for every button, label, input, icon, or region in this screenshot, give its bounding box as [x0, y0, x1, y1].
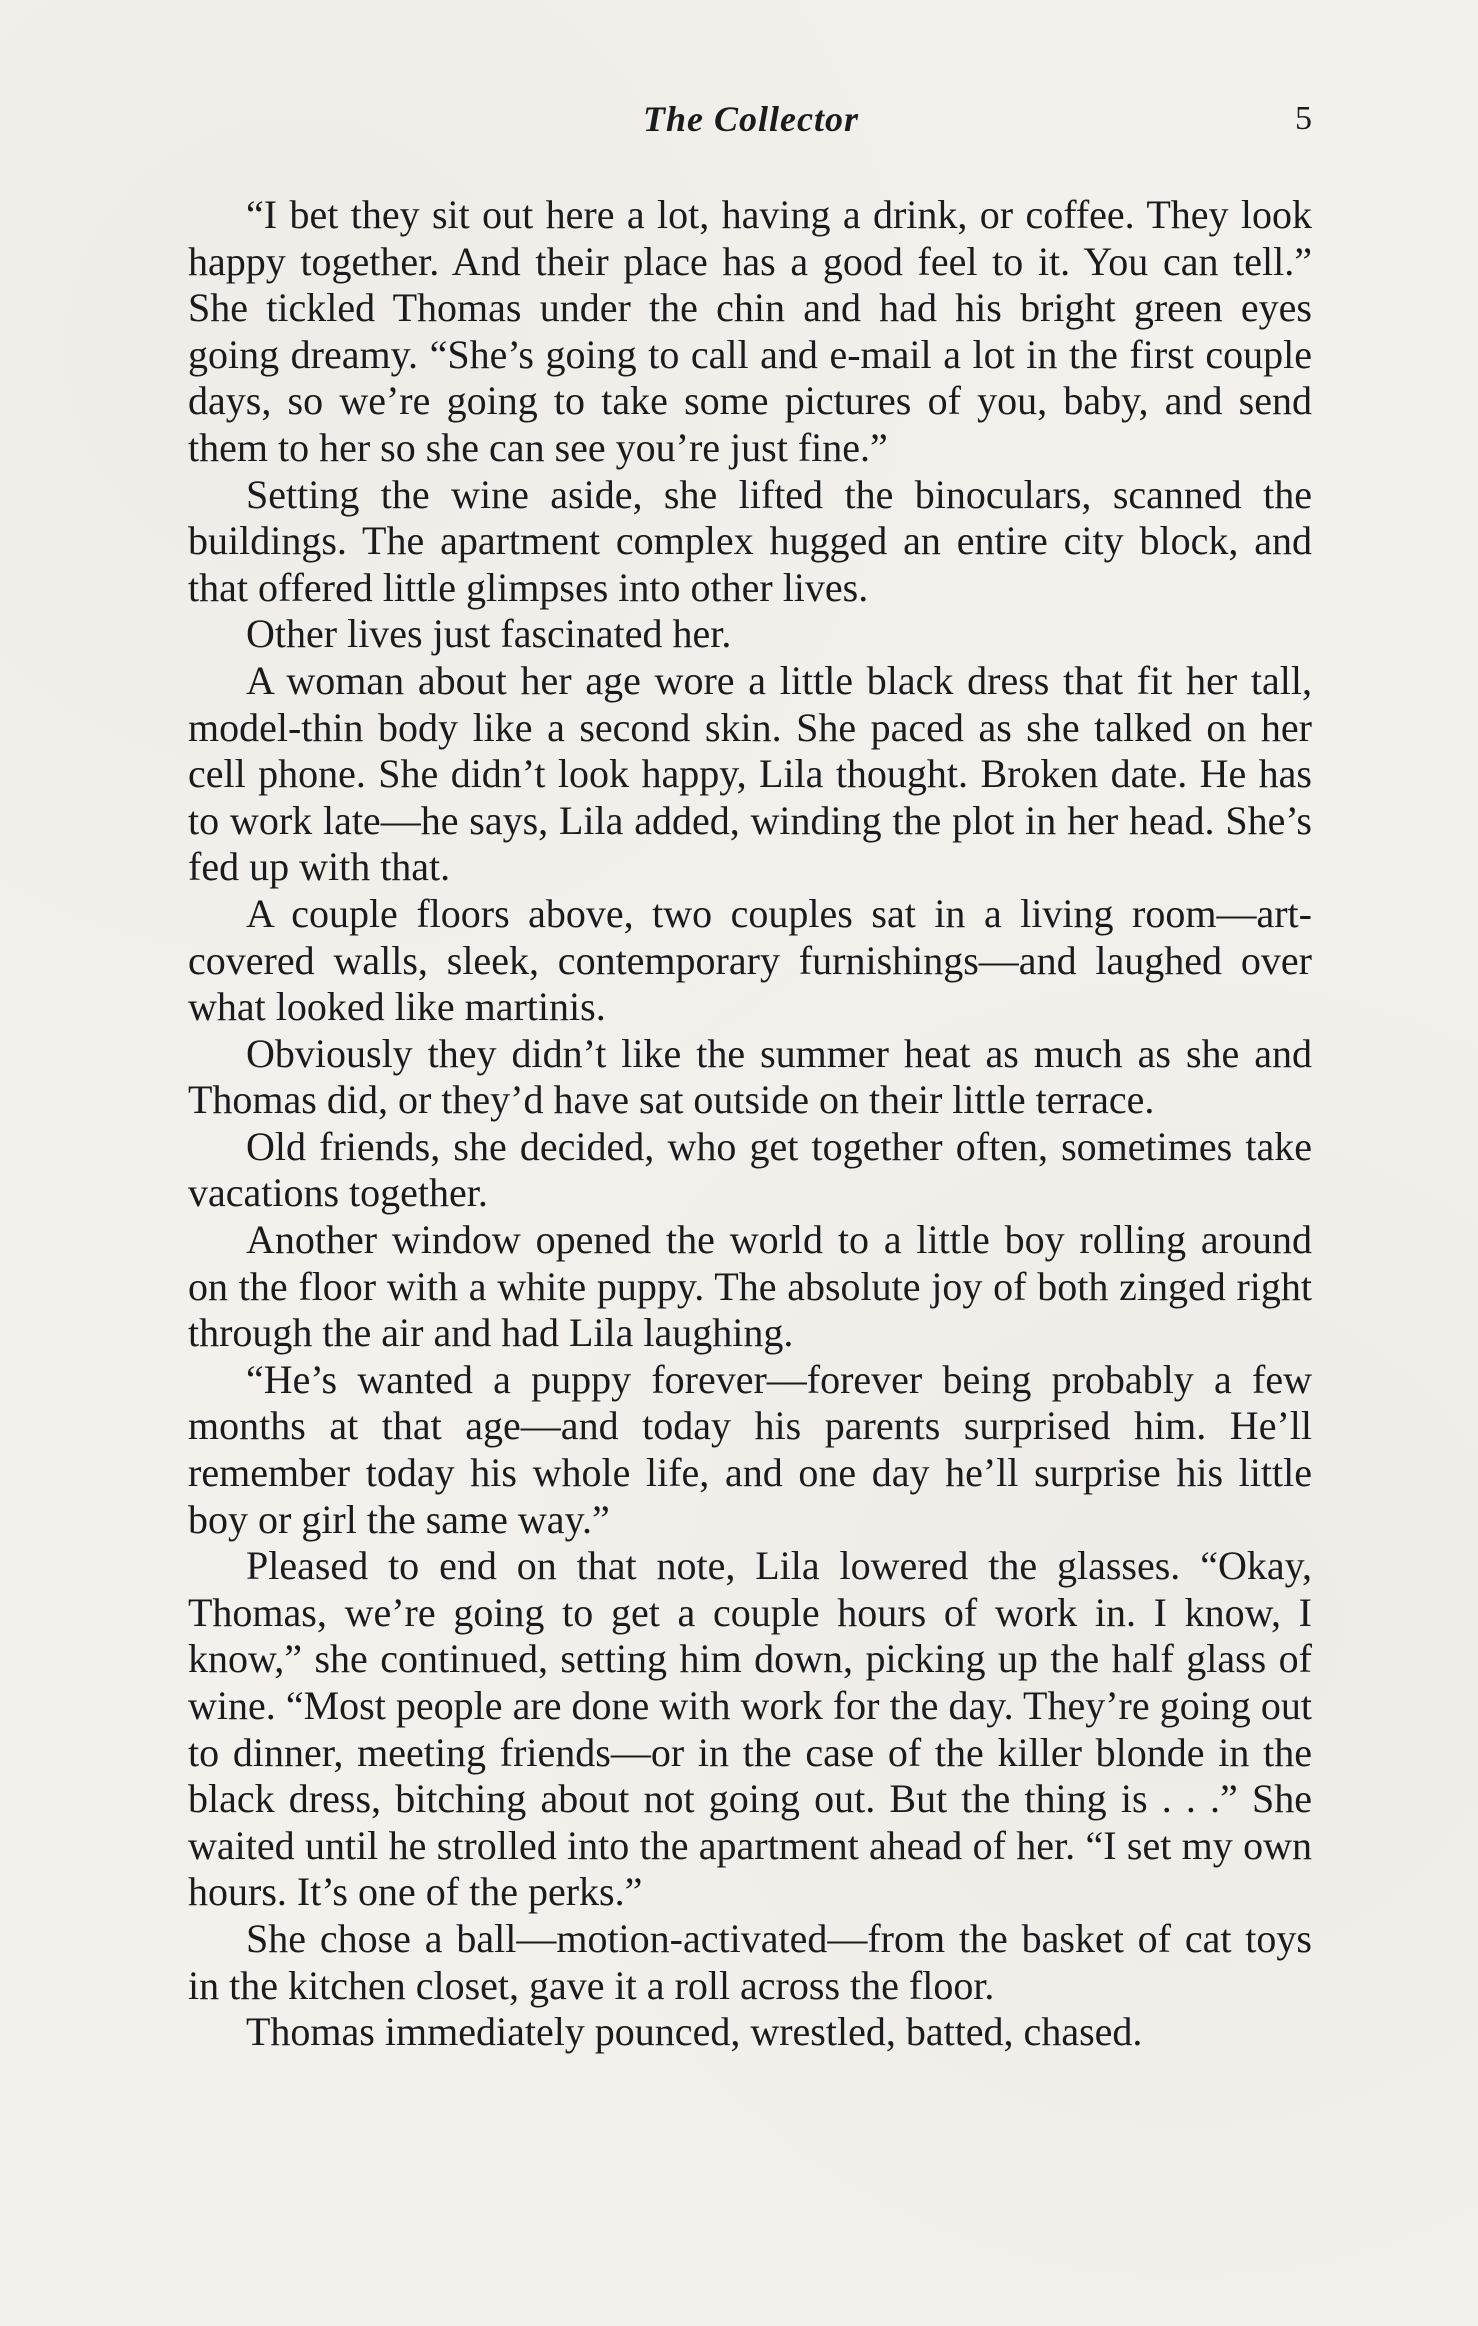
paragraph-1: “I bet they sit out here a lot, having a drink, or coffee. They look happy together. And their place has a good feel to it. You can tell.” She tickled Thomas under the chin and had his bright green eyes going dreamy. “She’s going to call and e-mail a lot in the first couple days, so we’re going to take some pictures of you, baby, and send them to her so she can see you’re just fine.”: [188, 192, 1312, 470]
paragraph-5: A couple floors above, two couples sat in a living room—art-covered walls, sleek, contemporary furnishings—and laughed over what looked like martinis.: [188, 890, 1312, 1030]
page-header: [190, 98, 1312, 146]
paragraph-9: “He’s wanted a puppy forever—forever being probably a few months at that age—and today his parents surprised him. He’ll remember today his whole life, and one day he’ll surprise his little boy or girl the same way.”: [188, 1356, 1312, 1542]
paragraph-8: Another window opened the world to a little boy rolling around on the floor with a white puppy. The absolute joy of both zinged right through the air and had Lila laughing.: [188, 1217, 1312, 1356]
paragraph-6: Obviously they didn’t like the summer heat as much as she and Thomas did, or they’d have sat outside on their little terrace.: [188, 1030, 1312, 1123]
paragraph-4: A woman about her age wore a little black dress that fit her tall, model-thin body like a second skin. She paced as she talked on her cell phone. She didn’t look happy, Lila thought. Broken date. He has to work late—he says, Lila added, winding the plot in her head. She’s fed up with that.: [188, 657, 1312, 890]
paragraph-2: Setting the wine aside, she lifted the binoculars, scanned the buildings. The apartment complex hugged an entire city block, and that offered little glimpses into other lives.: [188, 471, 1312, 610]
paragraph-10: Pleased to end on that note, Lila lowered the glasses. “Okay, Thomas, we’re going to get a couple hours of work in. I know, I know,” she continued, setting him down, picking up the half glass of wine. “Most people are done with work for the day. They’re going out to dinner, meeting friends—or in the case of the killer blonde in the black dress, bitching about not going out. But the thing is . . .” She waited until he strolled into the apartment ahead of her. “I set my own hours. It’s one of the perks.”: [188, 1543, 1312, 1915]
paragraph-11: She chose a ball—motion-activated—from the basket of cat toys in the kitchen closet, gave it a roll across the floor.: [188, 1915, 1312, 2008]
paragraph-3: Other lives just fascinated her.: [246, 611, 732, 657]
body-text: [188, 192, 1312, 2056]
paragraph-7: Old friends, she decided, who get together often, sometimes take vacations together.: [188, 1123, 1312, 1216]
page-number: 5: [1295, 100, 1312, 137]
running-title: The Collector: [643, 99, 859, 139]
paragraph-12: Thomas immediately pounced, wrestled, batted, chased.: [246, 2009, 1143, 2055]
